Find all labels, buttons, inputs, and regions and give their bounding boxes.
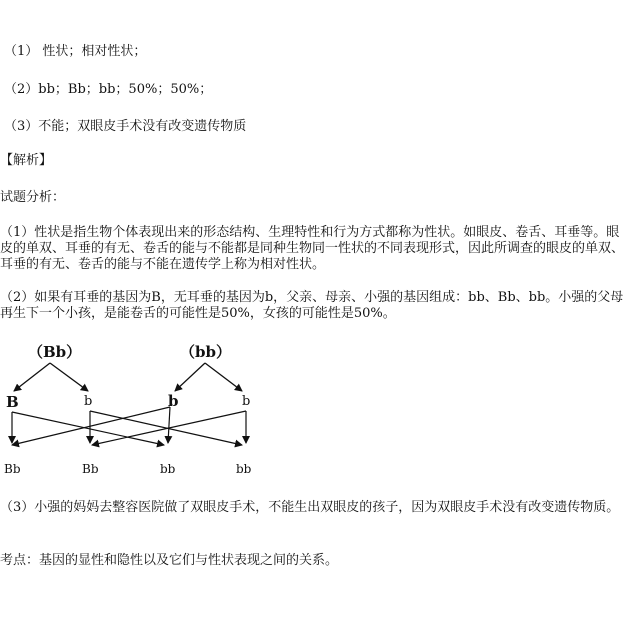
arrow-p1-g2: [50, 363, 88, 391]
arrow-p2-g2: [205, 363, 242, 391]
analysis-text-1: （1）性状是指生物个体表现出来的形态结构、生理特性和行为方式都称为性状。如眼皮、卷舌、耳垂等。眼皮的单双、耳垂的有无、卷舌的能与不能都是同种生物同一性状的不同表现形式，因此所调查的眼皮的单双、耳垂的有无、卷舌的能与不能在遗传学上称为相对性状。: [0, 225, 625, 272]
gamete-4: b: [242, 394, 251, 409]
gamete-3: b: [168, 392, 179, 410]
arrow-p1-g1: [14, 363, 50, 391]
answer-1: （1） 性状；相对性状；: [4, 44, 147, 59]
gamete-2: b: [84, 394, 93, 409]
offspring-1: Bb: [4, 462, 21, 476]
analysis-intro: 试题分析：: [0, 190, 66, 205]
arrow-p2-g1: [175, 363, 205, 391]
arrow-b2-cross: [12, 407, 170, 445]
offspring-2: Bb: [82, 462, 99, 476]
offspring-4: bb: [236, 462, 252, 476]
parent-1-genotype: （Bb）: [28, 343, 82, 361]
analysis-paragraph-2: [0, 290, 628, 322]
analysis-heading: 【解析】: [0, 153, 53, 168]
gamete-1: B: [6, 393, 19, 411]
kaodian: 考点：基因的显性和隐性以及它们与性状表现之间的关系。: [0, 553, 339, 568]
analysis-text-3: （3）小强的妈妈去整容医院做了双眼皮手术，不能生出双眼皮的孩子，因为双眼皮手术没有改变遗传物质。: [0, 500, 620, 515]
analysis-paragraph-1: [0, 225, 628, 273]
answer-3: （3）不能；双眼皮手术没有改变遗传物质: [4, 119, 247, 134]
arrow-b2-down: [168, 407, 170, 443]
analysis-text-2: （2）如果有耳垂的基因为B，无耳垂的基因为b，父亲、母亲、小强的基因组成：bb、Bb、bb。小强的父母再生下一个小孩，是能卷舌的可能性是50%，女孩的可能性是50%。: [0, 290, 624, 321]
parent-2-genotype: （bb）: [180, 343, 231, 361]
genetic-cross-diagram: [0, 335, 270, 485]
offspring-3: bb: [160, 462, 176, 476]
answer-2: （2）bb；Bb；bb；50%；50%；: [4, 82, 213, 97]
analysis-paragraph-3: [0, 500, 628, 516]
